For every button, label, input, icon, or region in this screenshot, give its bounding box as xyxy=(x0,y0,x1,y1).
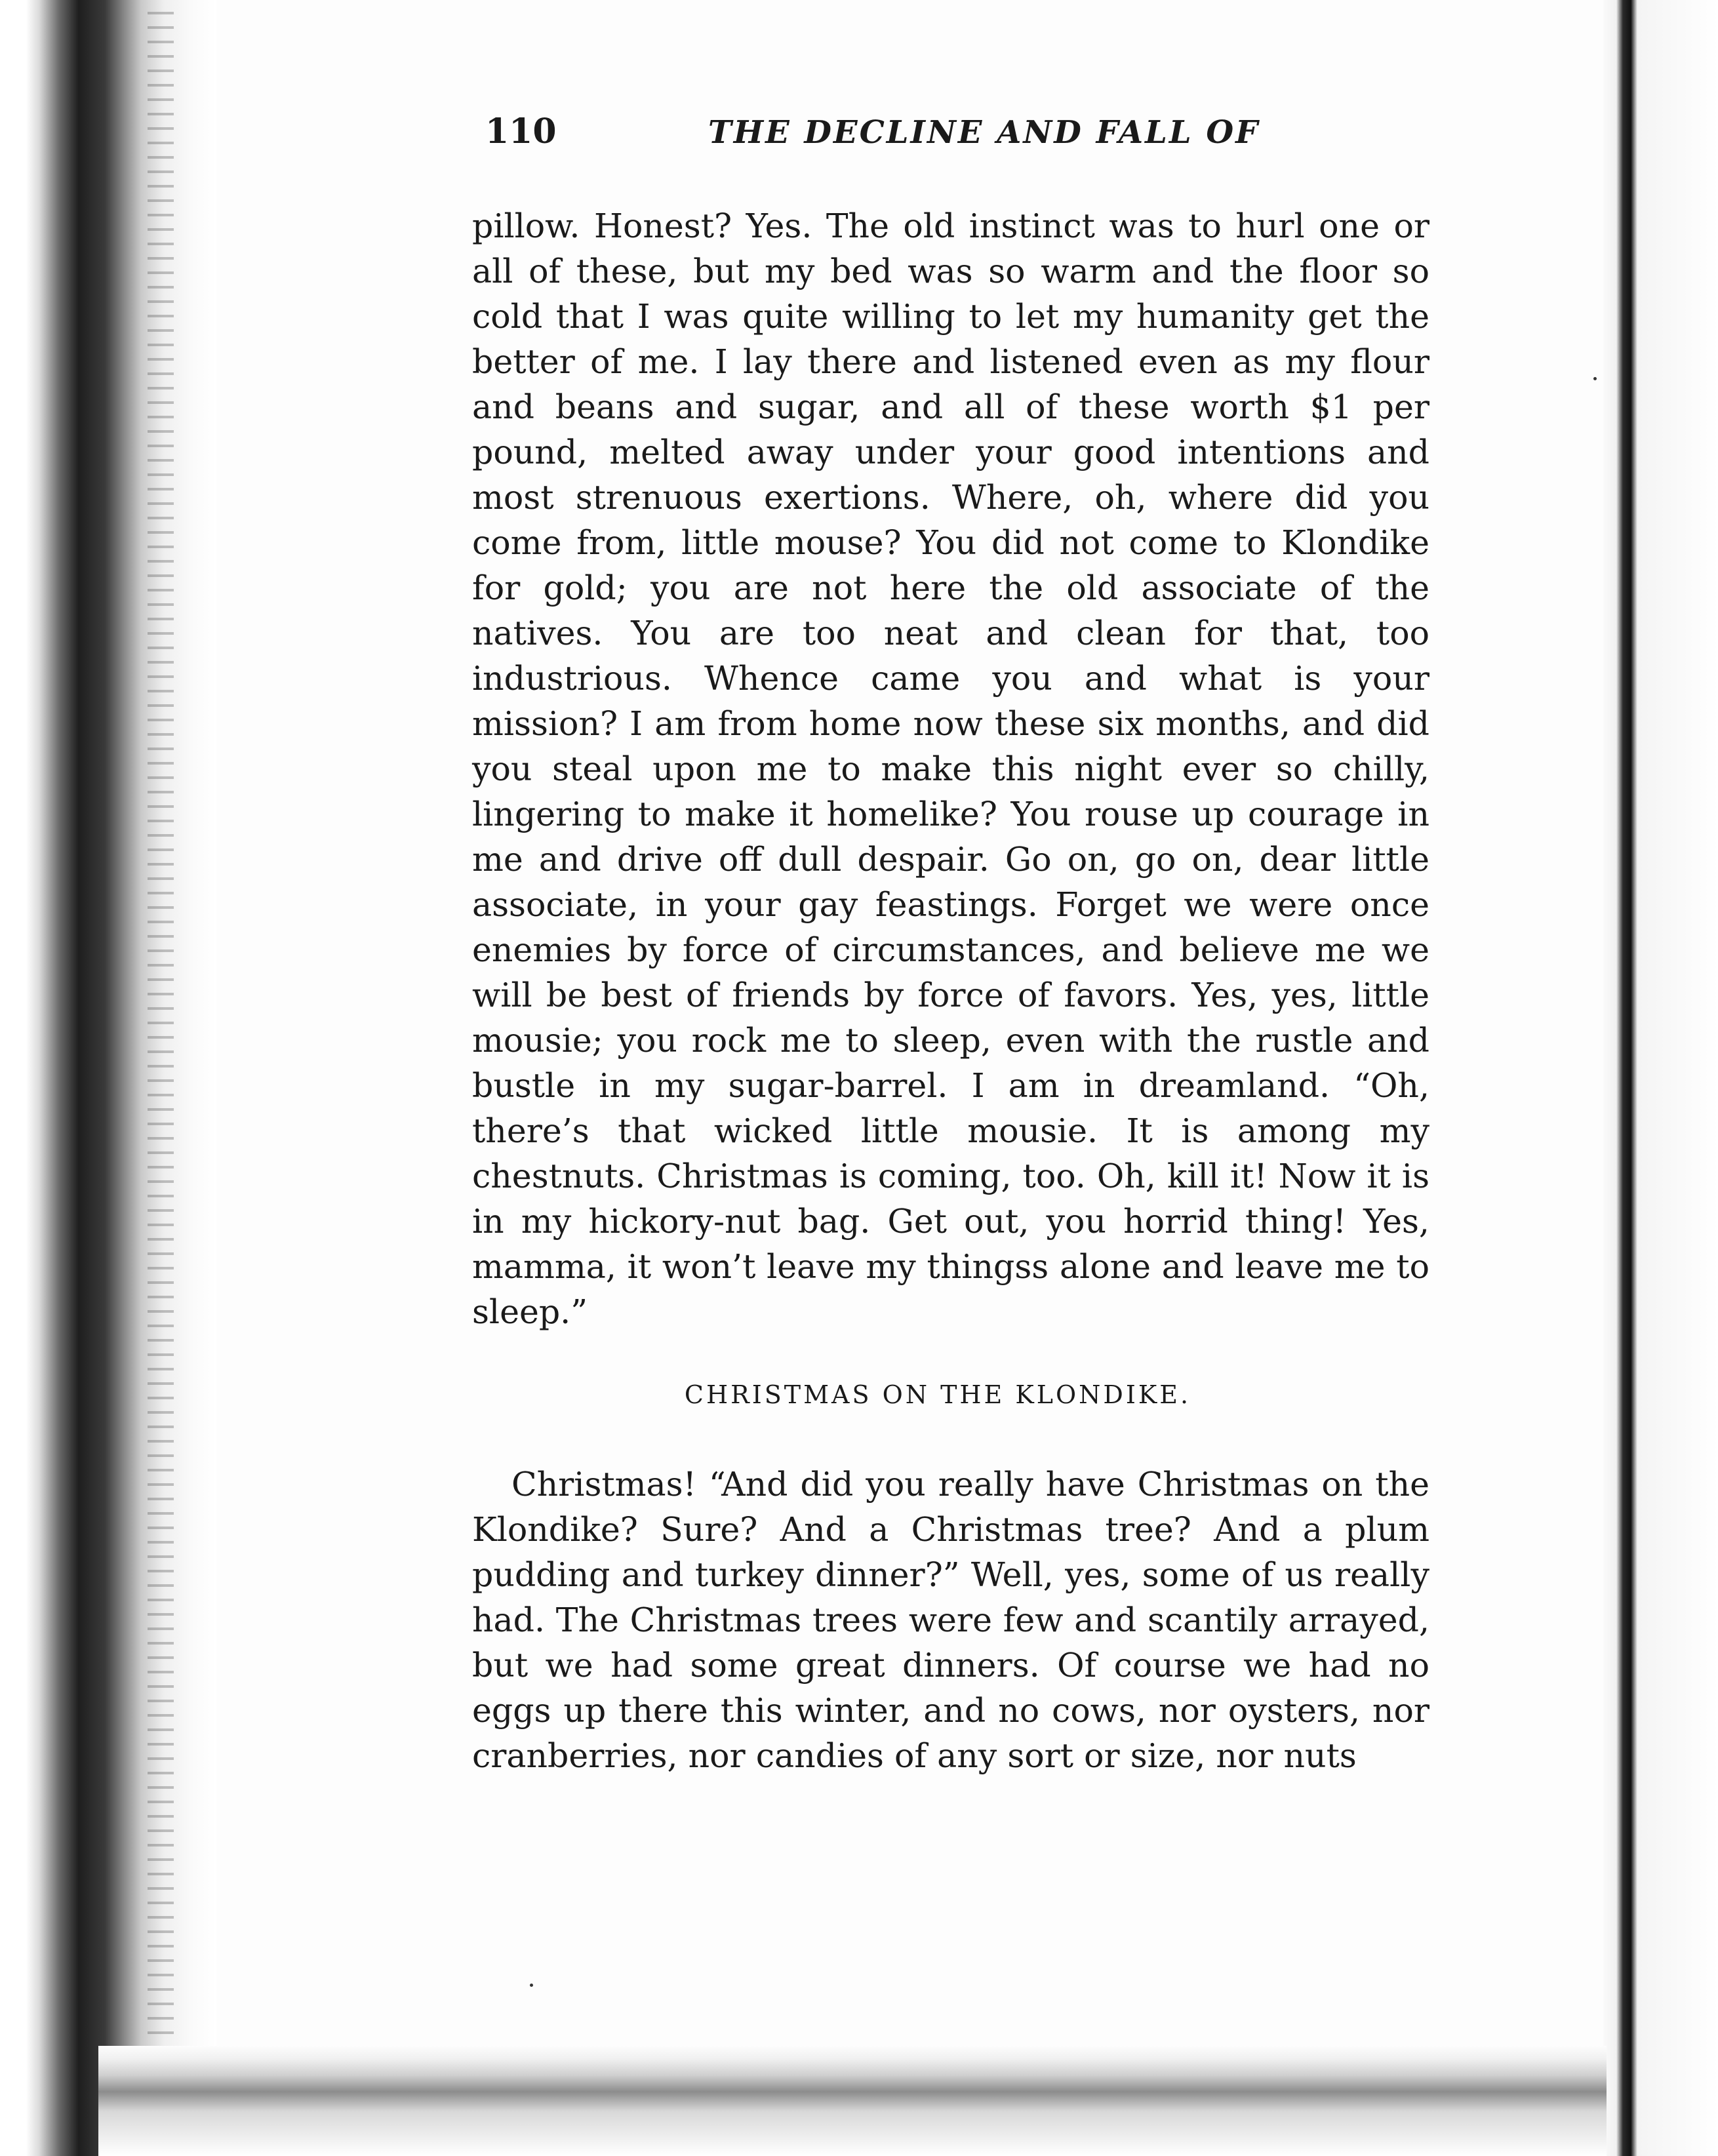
binding-texture xyxy=(148,0,174,2156)
book-binding-edge xyxy=(0,0,216,2156)
text-column xyxy=(446,111,1429,1778)
right-page-edge xyxy=(1603,0,1718,2156)
section-heading: CHRISTMAS ON THE KLONDIKE. xyxy=(684,1380,1191,1409)
running-head: THE DECLINE AND FALL OF xyxy=(708,114,1260,151)
page-header xyxy=(446,111,1429,190)
speck xyxy=(530,1984,533,1987)
page-number: 110 xyxy=(485,111,557,151)
body-paragraph-1: pillow. Honest? Yes. The old instinct was to hurl one or all of these, but my bed was so warm and the floor so cold that I was quite willing to let my humanity get the better of me. I lay there and listened even as my flour and beans and sugar, and all of these worth $1 per pound, melted away under your good intentions and most strenuous exertions. Where, oh, where did you come from, little mouse? You did not come to Klondike for gold; you are not here the old associate of the natives. You are too neat and clean for that, too industrious. Whence came you and what is your mission? I am from home now these six months, and did you steal upon me to make this night ever so chilly, lingering to make it homelike? You rouse up courage in me and drive off dull despair. Go on, go on, dear little associate, in your gay feastings. Forget we were once enemies by force of circumstances, and believe me we will be best of friends by force of favors. Yes, yes, little mousie; you rock me to sleep, even with the rustle and bustle in my sugar-barrel. I am in dreamland. “Oh, there’s that wicked little mousie. It is among my chestnuts. Christmas is coming, too. Oh, kill it! Now it is in my hickory-nut bag. Get out, you horrid thing! Yes, mamma, it won’t leave my thingss alone and leave me to sleep.” xyxy=(472,207,1429,1331)
bottom-page-edge xyxy=(98,2046,1607,2156)
body-paragraph-2: Christmas! “And did you really have Christmas on the Klondike? Sure? And a Christmas tree? And a plum pudding and turkey dinner?” Well, yes, some of us really had. The Christmas trees were few and scantily arrayed, but we had some great dinners. Of course we had no eggs up there this winter, and no cows, nor oysters, nor cranberries, nor candies of any sort or size, nor nuts xyxy=(472,1465,1429,1775)
speck xyxy=(1593,377,1597,380)
